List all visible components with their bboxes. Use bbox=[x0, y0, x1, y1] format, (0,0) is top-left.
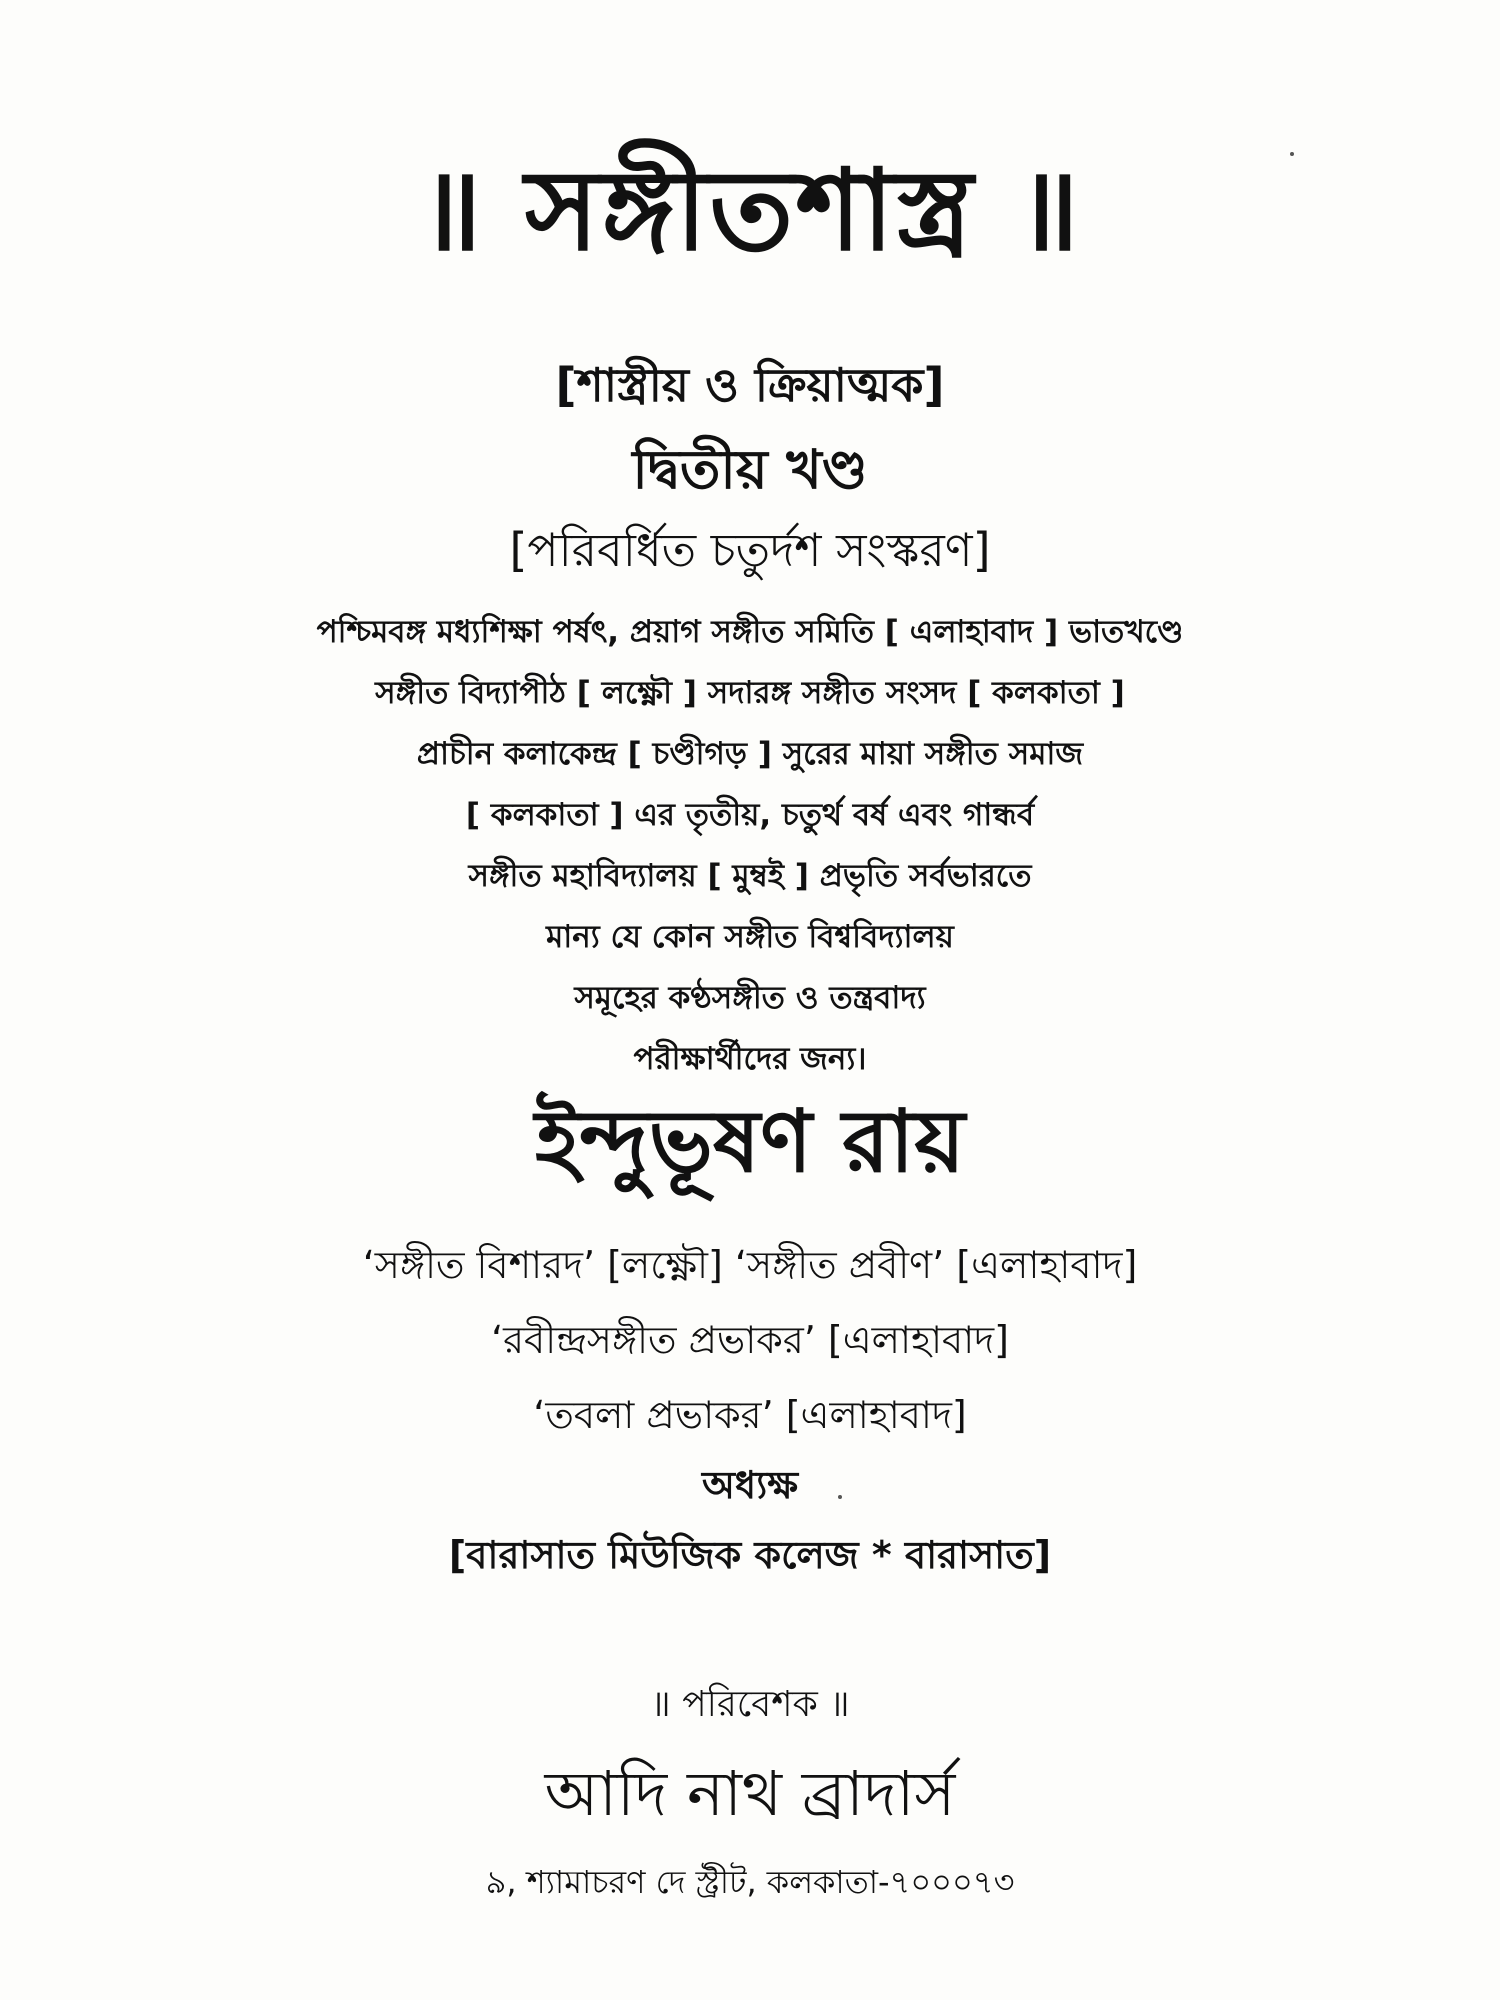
description-line: মান্য যে কোন সঙ্গীত বিশ্ববিদ্যালয় bbox=[546, 919, 954, 955]
author-name: ইন্দুভূষণ রায় bbox=[534, 1092, 966, 1192]
description-line: পশ্চিমবঙ্গ মধ্যশিক্ষা পর্ষৎ, প্রয়াগ সঙ্গীত সমিতি [ এলাহাবাদ ] ভাতখণ্ডে bbox=[316, 614, 1184, 650]
book-subtitle: [শাস্ত্রীয় ও ক্রিয়াত্মক] bbox=[555, 358, 945, 412]
edition-label: [পরিবর্ধিত চতুর্দশ সংস্করণ] bbox=[509, 523, 991, 577]
distributor-label: ॥ পরিবেশক ॥ bbox=[650, 1684, 850, 1725]
publisher-address: ৯, শ্যামাচরণ দে স্ট্রীট, কলকাতা-৭০০০৭৩ bbox=[485, 1863, 1015, 1901]
description-line: প্রাচীন কলাকেন্দ্র [ চণ্ডীগড় ] সুরের মায়া সঙ্গীত সমাজ bbox=[416, 736, 1084, 772]
qualification-line: ‘রবীন্দ্রসঙ্গীত প্রভাকর’ [এলাহাবাদ] bbox=[491, 1318, 1009, 1362]
description-line: পরীক্ষার্থীদের জন্য। bbox=[633, 1041, 867, 1077]
description-line: সঙ্গীত বিদ্যাপীঠ [ লক্ষ্ণৌ ] সদারঙ্গ সঙ্গীত সংসদ [ কলকাতা ] bbox=[375, 675, 1125, 711]
description-line: সঙ্গীত মহাবিদ্যালয় [ মুম্বই ] প্রভৃতি সর্বভারতে bbox=[468, 858, 1032, 894]
qualification-line: ‘তবলা প্রভাকর’ [এলাহাবাদ] bbox=[533, 1393, 967, 1437]
book-title: ॥ সঙ্গীতশাস্ত্র ॥ bbox=[418, 146, 1082, 276]
qualification-line: ‘সঙ্গীত বিশারদ’ [লক্ষ্ণৌ] ‘সঙ্গীত প্রবীণ’ [এলাহাবাদ] bbox=[362, 1243, 1138, 1287]
author-position: অধ্যক্ষ bbox=[701, 1463, 798, 1507]
publisher-name: আদি নাথ ব্রাদার্স bbox=[544, 1757, 956, 1830]
college-name: [বারাসাত মিউজিক কলেজ * বারাসাত] bbox=[448, 1533, 1052, 1577]
description-line: সমূহের কণ্ঠসঙ্গীত ও তন্ত্রবাদ্য bbox=[574, 980, 926, 1016]
description-line: [ কলকাতা ] এর তৃতীয়, চতুর্থ বর্ষ এবং গান্ধর্ব bbox=[465, 797, 1035, 833]
volume-label: দ্বিতীয় খণ্ড bbox=[632, 438, 868, 501]
print-speck bbox=[838, 1495, 842, 1499]
print-speck bbox=[1290, 152, 1294, 156]
